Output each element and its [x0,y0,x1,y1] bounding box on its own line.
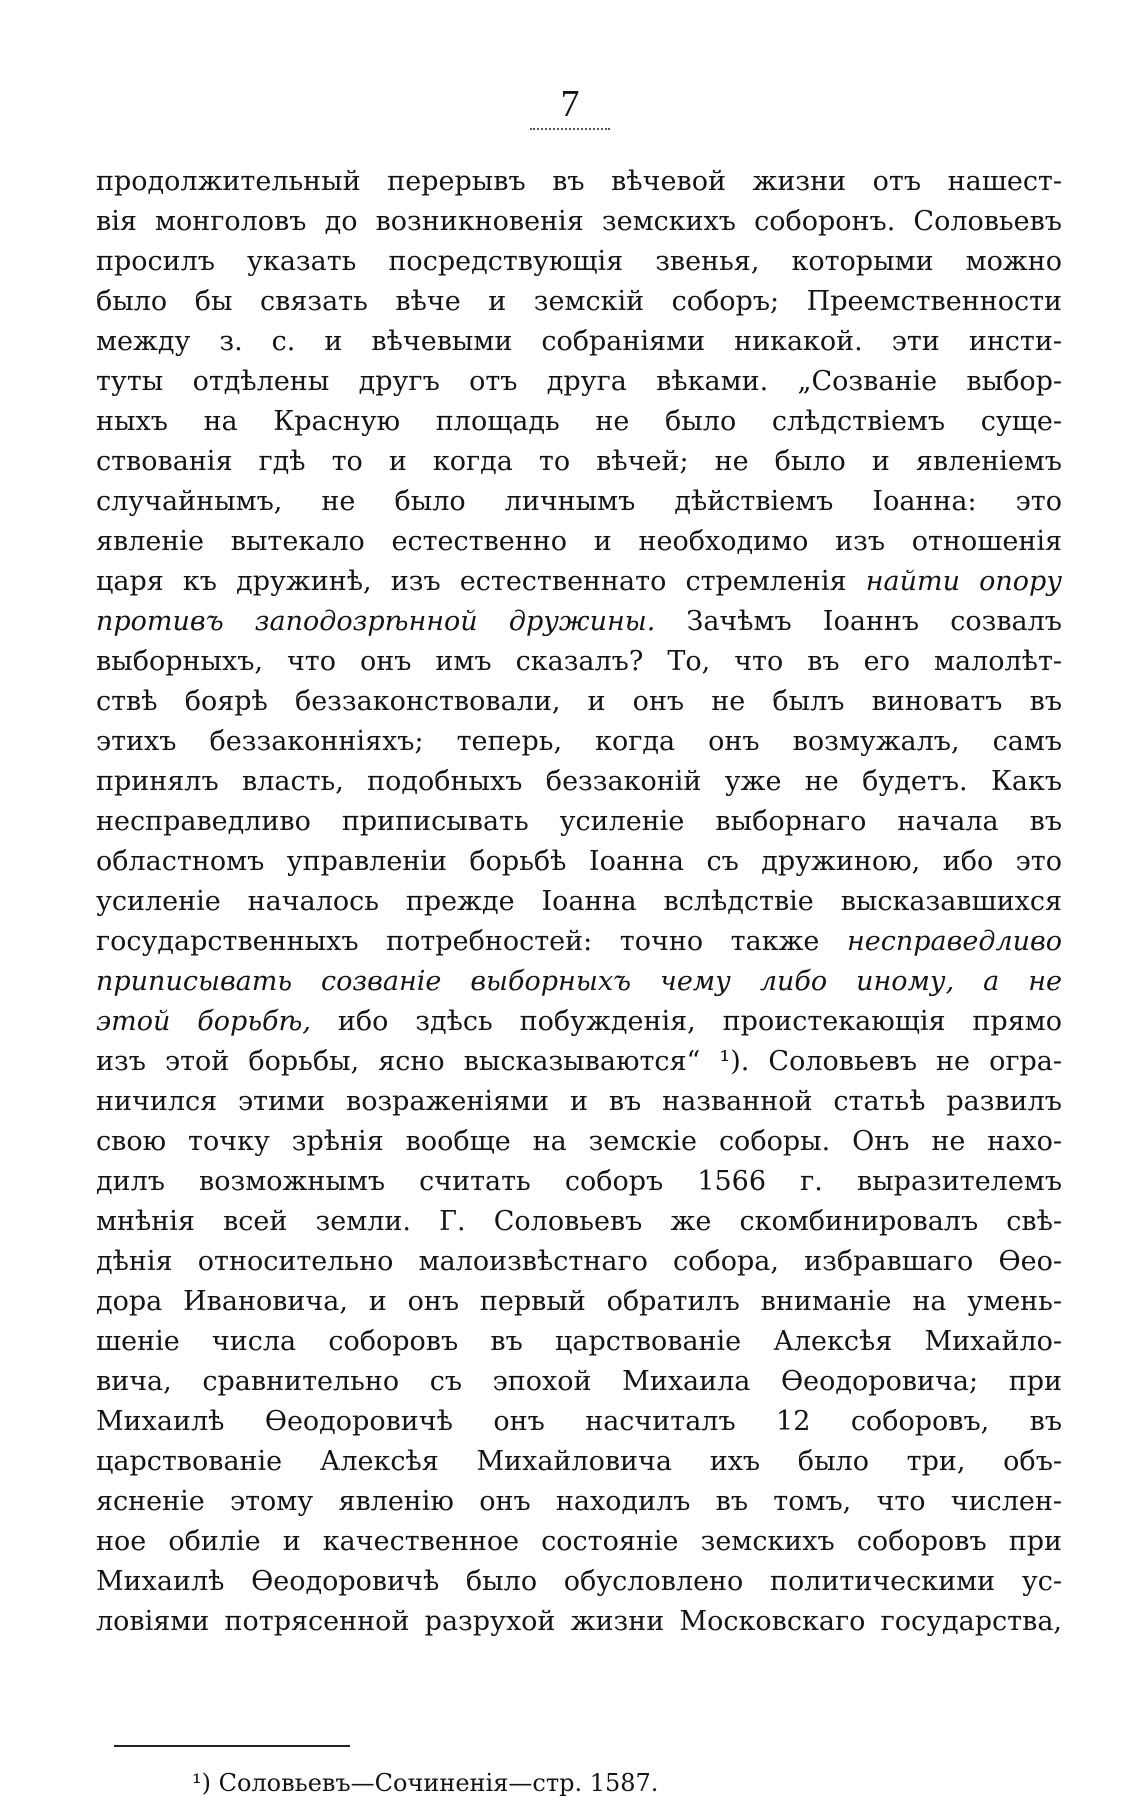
text-span: дора Ивановича, и онъ первый обратилъ вниманіе на умень- [96,1286,1062,1317]
text-span: вія монголовъ до возникновенія земскихъ соборонъ. Соловьевъ [96,206,1062,237]
text-span: этихъ беззаконніяхъ; теперь, когда онъ возмужалъ, самъ [96,726,1062,757]
text-line [96,1082,1062,1122]
text-span: шеніе числа соборовъ въ царствованіе Алексѣя Михайло- [96,1326,1062,1357]
text-span: свою точку зрѣнія вообще на земскіе соборы. Онъ не нахо- [96,1126,1062,1157]
text-line [96,1322,1062,1362]
text-line [96,1362,1062,1402]
text-span: Михаилѣ Ѳеодоровичѣ было обусловлено политическими ус- [96,1566,1062,1597]
text-span: областномъ управленіи борьбѣ Іоанна съ дружиною, ибо это [96,846,1062,877]
text-span: Зачѣмъ Іоаннъ созвалъ [655,606,1062,637]
text-line [96,1242,1062,1282]
footnote-rule [114,1745,350,1747]
text-span: ловіями потрясенной разрухой жизни Московскаго государства, [96,1606,1062,1637]
text-line [96,322,1062,362]
text-span: между з. с. и вѣчевыми собраніями никакой. эти инсти- [96,326,1062,357]
text-span: просилъ указать посредствующія звенья, которыми можно [96,246,1062,277]
text-line [96,802,1062,842]
italic-span: найти опору [865,566,1062,597]
text-line [96,202,1062,242]
text-span: дѣнія относительно малоизвѣстнаго собора, избравшаго Ѳео- [96,1246,1062,1277]
text-line [96,1562,1062,1602]
text-span: продолжительный перерывъ въ вѣчевой жизни отъ нашест- [96,166,1062,197]
text-span: Михаилѣ Ѳеодоровичѣ онъ насчиталъ 12 соборовъ, въ [96,1406,1062,1437]
text-span: царя къ дружинѣ, изъ естественнато стремленія [96,566,866,597]
body-text [96,162,1062,1642]
text-line [96,962,1062,1002]
page-number: 7 [560,83,580,125]
text-span: изъ этой борьбы, ясно высказываются“ ¹). Соловьевъ не огра- [96,1046,1062,1077]
text-span: мнѣнія всей земли. Г. Соловьевъ же скомбинировалъ свѣ- [96,1206,1062,1237]
page-number-rule [530,128,610,130]
text-span: ясненіе этому явленію онъ находилъ въ томъ, что числен- [96,1486,1062,1517]
text-line [96,162,1062,202]
text-line [96,1162,1062,1202]
text-span: ствѣ боярѣ беззаконствовали, и онъ не былъ виноватъ въ [96,686,1062,717]
text-line [96,1442,1062,1482]
text-line [96,482,1062,522]
text-line [96,1482,1062,1522]
text-span: ничился этими возраженіями и въ названной статьѣ развилъ [96,1086,1062,1117]
italic-span: противъ заподозрѣнной дружины. [96,606,656,637]
text-line [96,882,1062,922]
text-line [96,1122,1062,1162]
text-span: несправедливо приписывать усиленіе выборнаго начала въ [96,806,1062,837]
text-span: ибо здѣсь побужденія, проистекающія прямо [310,1006,1062,1037]
text-line [96,1402,1062,1442]
text-span: царствованіе Алексѣя Михайловича ихъ было три, объ- [96,1446,1062,1477]
italic-span: приписывать созваніе выборныхъ чему либо иному, а не [96,966,1062,997]
text-span: дилъ возможнымъ считать соборъ 1566 г. выразителемъ [96,1166,1062,1197]
text-span: было бы связать вѣче и земскій соборъ; Преемственности [96,286,1062,317]
text-line [96,842,1062,882]
text-line [96,1282,1062,1322]
text-line [96,1602,1062,1642]
text-span: государственныхъ потребностей: точно также [96,926,847,957]
text-span: вича, сравнительно съ эпохой Михаила Ѳеодоровича; при [96,1366,1062,1397]
text-line [96,1042,1062,1082]
text-span: выборныхъ, что онъ имъ сказалъ? То, что въ его малолѣт- [96,646,1062,677]
text-span: случайнымъ, не было личнымъ дѣйствіемъ Іоанна: это [96,486,1062,517]
text-line [96,522,1062,562]
footnote: ¹) Соловьевъ—Сочиненія—стр. 1587. [192,1769,659,1797]
text-span: принялъ власть, подобныхъ беззаконій уже не будетъ. Какъ [96,766,1062,797]
text-line [96,1522,1062,1562]
text-span: туты отдѣлены другъ отъ друга вѣками. „Созваніе выбор- [96,366,1062,397]
text-line [96,402,1062,442]
text-line [96,1202,1062,1242]
text-line [96,362,1062,402]
text-span: ствованія гдѣ то и когда то вѣчей; не было и явленіемъ [96,446,1062,477]
text-span: ныхъ на Красную площадь не было слѣдствіемъ суще- [96,406,1062,437]
text-line [96,242,1062,282]
text-line [96,282,1062,322]
text-line [96,442,1062,482]
italic-span: этой борьбѣ, [96,1006,311,1037]
text-span: явленіе вытекало естественно и необходимо изъ отношенія [96,526,1062,557]
text-line [96,602,1062,642]
text-line [96,562,1062,602]
text-line [96,922,1062,962]
text-span: ное обиліе и качественное состояніе земскихъ соборовъ при [96,1526,1062,1557]
text-span: усиленіе началось прежде Іоанна вслѣдствіе высказавшихся [96,886,1062,917]
italic-span: несправедливо [846,926,1062,957]
text-line [96,762,1062,802]
text-line [96,1002,1062,1042]
text-line [96,722,1062,762]
text-line [96,642,1062,682]
text-line [96,682,1062,722]
